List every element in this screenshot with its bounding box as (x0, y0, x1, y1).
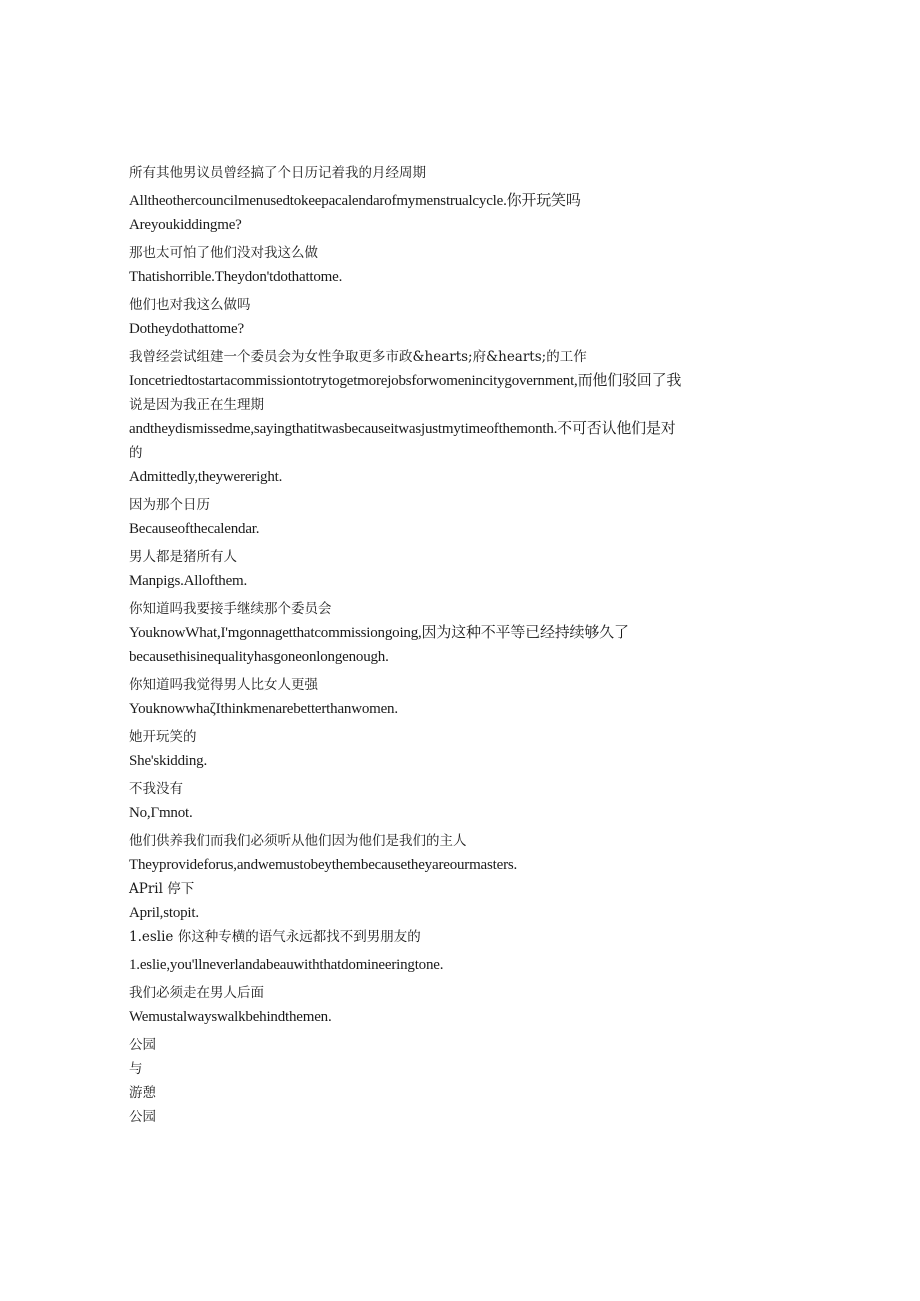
text-line-zh: 与 (129, 1061, 143, 1077)
text-line-zh: 的 (129, 445, 143, 461)
text-line-en: andtheydismissedme,sayingthatitwasbecauseitwasjustmytimeofthemonth.不可否认他们是对 (129, 421, 676, 437)
text-line-zh: 我们必须走在男人后面 (129, 985, 264, 1001)
text-line-en: Alltheothercouncilmenusedtokeepacalendarofmymenstrualcycle.你开玩笑吗 (129, 193, 581, 209)
text-line-zh: 他们供养我们而我们必须听从他们因为他们是我们的主人 (129, 833, 467, 849)
text-line-zh: 不我没有 (129, 781, 183, 797)
text-line-zh: 说是因为我正在生理期 (129, 397, 264, 413)
text-line-en: YouknowWhat,I'mgonnagetthatcommissiongoing,因为这种不平等已经持续够久了 (129, 625, 629, 641)
text-line-zh: 我曾经尝试组建一个委员会为女性争取更多市政&hearts;府&hearts;的工作 (129, 349, 587, 365)
text-line-en: Areyoukiddingme? (129, 217, 242, 233)
text-line-zh: 公园 (129, 1109, 156, 1125)
text-line-zh: 你知道吗我觉得男人比女人更强 (129, 677, 318, 693)
text-line-zh: 那也太可怕了他们没对我这么做 (129, 245, 318, 261)
text-line-zh: APril 停下 (129, 881, 195, 897)
text-line-en: No,Γmnot. (129, 805, 193, 821)
text-line-zh: 因为那个日历 (129, 497, 210, 513)
text-line-zh: 她开玩笑的 (129, 729, 197, 745)
text-line-zh: 他们也对我这么做吗 (129, 297, 251, 313)
text-line-zh: 公园 (129, 1037, 156, 1053)
text-line-zh: 游憩 (129, 1085, 156, 1101)
text-line-en: Becauseofthecalendar. (129, 521, 260, 537)
text-line-zh: 1.eslie 你这种专横的语气永远都找不到男朋友的 (129, 929, 421, 945)
text-line-en: Thatishorrible.Theydon'tdothattome. (129, 269, 343, 285)
text-line-zh: 所有其他男议员曾经搞了个日历记着我的月经周期 (129, 165, 426, 181)
text-line-en: 1.eslie,you'llneverlandabeauwiththatdomineeringtone. (129, 957, 444, 973)
text-line-en: Wemustalwayswalkbehindthemen. (129, 1009, 332, 1025)
text-line-en: April,stopit. (129, 905, 199, 921)
text-line-en: YouknowwhaζIthinkmenarebetterthanwomen. (129, 701, 398, 717)
dialogue-text-block (129, 161, 769, 1129)
text-line-en: Admittedly,theywereright. (129, 469, 283, 485)
text-line-en: becausethisinequalityhasgoneonlongenough. (129, 649, 389, 665)
text-line-en: She'skidding. (129, 753, 208, 769)
text-line-zh: 你知道吗我要接手继续那个委员会 (129, 601, 332, 617)
text-line-en: Manpigs.Allofthem. (129, 573, 248, 589)
text-line-zh: 男人都是猪所有人 (129, 549, 237, 565)
text-line-en: Theyprovideforus,andwemustobeythembecausetheyareourmasters. (129, 857, 518, 873)
text-line-en: Ioncetriedtostartacommissiontotrytogetmorejobsforwomenincitygovernment,而他们驳回了我 (129, 373, 682, 389)
text-line-en: Dotheydothattome? (129, 321, 244, 337)
